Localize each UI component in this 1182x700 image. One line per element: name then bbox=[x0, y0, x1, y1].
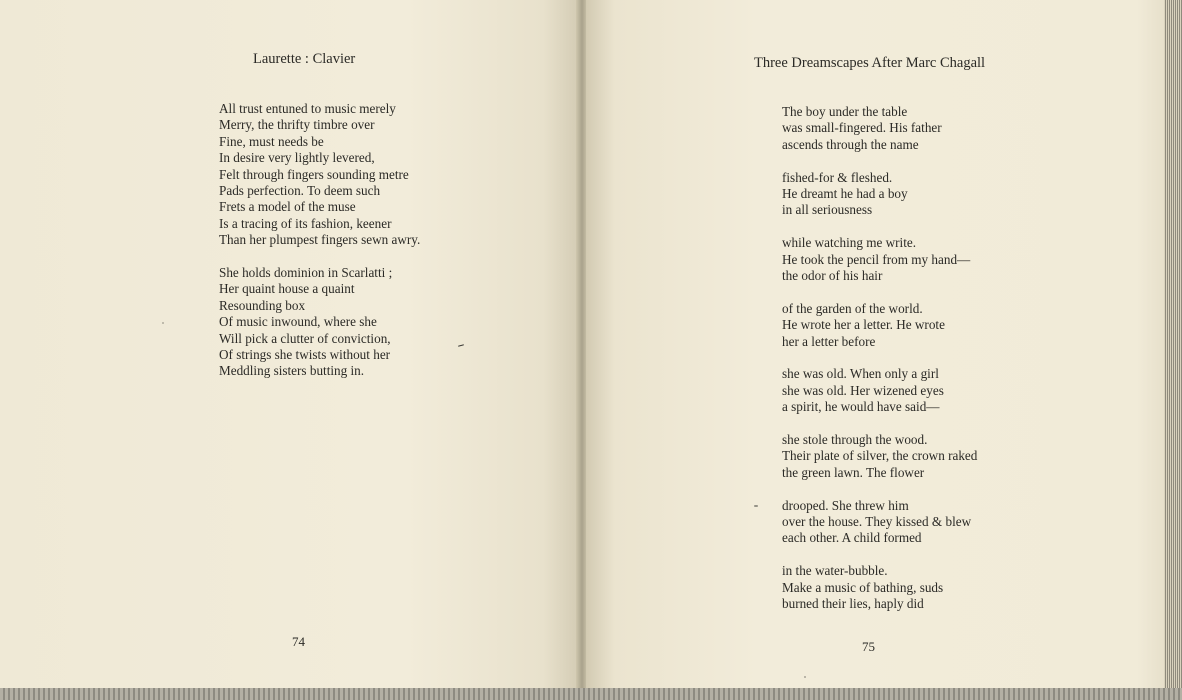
poem-line: in all seriousness bbox=[782, 202, 873, 218]
poem-line: the odor of his hair bbox=[782, 268, 883, 284]
poem-line: Meddling sisters butting in. bbox=[219, 363, 365, 379]
poem-line: she stole through the wood. bbox=[782, 432, 928, 448]
poem-stanza bbox=[782, 563, 977, 612]
poem-line: Make a music of bathing, suds bbox=[782, 579, 944, 595]
poem-stanza bbox=[219, 265, 420, 380]
poem-line: She holds dominion in Scarlatti ; bbox=[219, 265, 393, 281]
poem-line: while watching me write. bbox=[782, 235, 917, 251]
left-page bbox=[0, 0, 578, 690]
poem-stanza bbox=[782, 235, 977, 284]
poem-line: drooped. She threw him bbox=[782, 497, 909, 513]
right-page bbox=[586, 0, 1166, 690]
left-poem bbox=[219, 101, 420, 380]
poem-line: over the house. They kissed & blew bbox=[782, 514, 972, 530]
poem-line: in the water-bubble. bbox=[782, 563, 888, 579]
poem-line: ascends through the name bbox=[782, 136, 919, 152]
poem-line: Than her plumpest fingers sewn awry. bbox=[219, 232, 421, 248]
poem-line: she was old. When only a girl bbox=[782, 366, 939, 382]
poem-stanza bbox=[782, 498, 977, 547]
paper-speck bbox=[754, 505, 758, 507]
book-bottom-edge bbox=[0, 688, 1182, 700]
poem-line: Will pick a clutter of conviction, bbox=[219, 330, 391, 346]
poem-line: Their plate of silver, the crown raked bbox=[782, 448, 978, 464]
left-page-title: Laurette : Clavier bbox=[253, 51, 356, 67]
paper-speck bbox=[162, 322, 164, 324]
poem-line: The boy under the table bbox=[782, 104, 908, 119]
poem-stanza bbox=[782, 432, 977, 481]
poem-line: Of music inwound, where she bbox=[219, 314, 377, 330]
poem-line: Frets a model of the muse bbox=[219, 199, 356, 215]
poem-stanza bbox=[219, 101, 420, 249]
poem-line: Of strings she twists without her bbox=[219, 347, 391, 363]
poem-line: Felt through fingers sounding metre bbox=[219, 166, 409, 182]
poem-line: All trust entuned to music merely bbox=[219, 101, 396, 116]
poem-line: was small-fingered. His father bbox=[782, 120, 942, 136]
poem-line: In desire very lightly levered, bbox=[219, 150, 375, 166]
poem-line: fished-for & fleshed. bbox=[782, 169, 893, 185]
paper-speck bbox=[458, 344, 464, 347]
poem-line: Her quaint house a quaint bbox=[219, 281, 355, 297]
poem-line: Merry, the thrifty timbre over bbox=[219, 117, 375, 133]
poem-line: Fine, must needs be bbox=[219, 133, 324, 149]
poem-stanza bbox=[782, 366, 977, 415]
poem-line: she was old. Her wizened eyes bbox=[782, 382, 944, 398]
poem-line: Pads perfection. To deem such bbox=[219, 183, 381, 199]
poem-line: Is a tracing of its fashion, keener bbox=[219, 215, 392, 231]
poem-line: He took the pencil from my hand— bbox=[782, 251, 971, 267]
poem-line: of the garden of the world. bbox=[782, 300, 923, 316]
poem-stanza bbox=[782, 104, 977, 153]
paper-speck bbox=[804, 676, 806, 678]
poem-line: her a letter before bbox=[782, 333, 876, 349]
page-edges bbox=[1164, 0, 1182, 690]
poem-line: each other. A child formed bbox=[782, 530, 922, 546]
left-page-number: 74 bbox=[292, 634, 305, 649]
poem-line: a spirit, he would have said— bbox=[782, 399, 940, 415]
poem-line: He wrote her a letter. He wrote bbox=[782, 317, 945, 333]
poem-line: the green lawn. The flower bbox=[782, 464, 925, 480]
poem-stanza bbox=[782, 170, 977, 219]
poem-stanza bbox=[782, 301, 977, 350]
poem-line: burned their lies, haply did bbox=[782, 596, 924, 612]
right-page-title: Three Dreamscapes After Marc Chagall bbox=[754, 55, 986, 71]
right-poem bbox=[782, 104, 977, 612]
right-page-number: 75 bbox=[862, 639, 875, 654]
poem-line: Resounding box bbox=[219, 297, 306, 313]
poem-line: He dreamt he had a boy bbox=[782, 186, 908, 202]
